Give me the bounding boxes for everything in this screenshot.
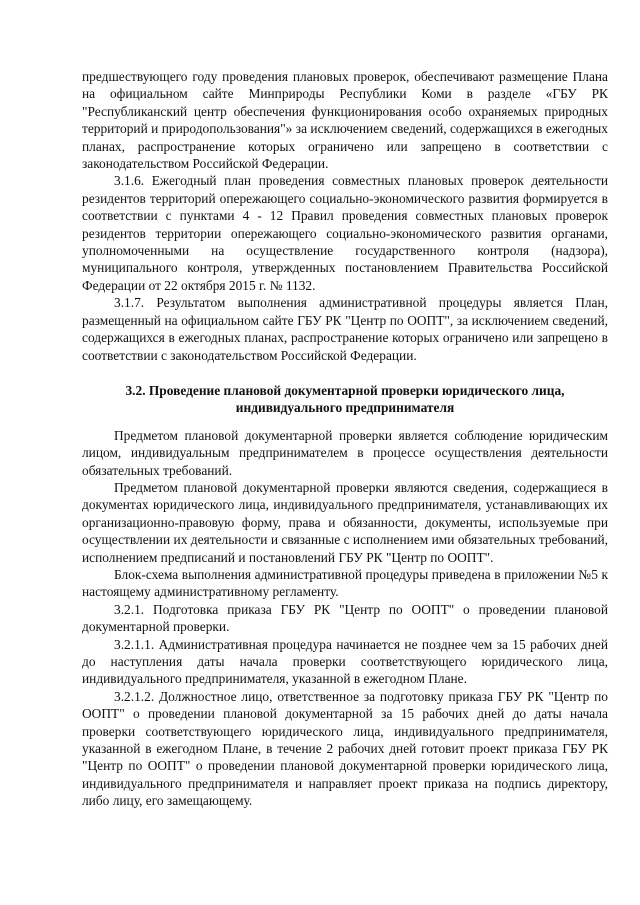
paragraph-subject-documents: Предметом плановой документарной проверки являются сведения, содержащиеся в документах юридического лица, индивидуального предпринимателя, устанавливающих их организационно-правовую форму, права и обязанности, документы, используемые при осуществлении их деятельности и связанные с исполнением ими обязательных требований, исполнением предписаний и постановлений ГБУ РК "Центр по ООПТ". [82,479,608,565]
paragraph-subject-compliance: Предметом плановой документарной проверки является соблюдение юридическим лицом, индивидуальным предпринимателем в процессе осуществления деятельности обязательных требований. [82,427,608,478]
paragraph-3-1-6: 3.1.6. Ежегодный план проведения совместных плановых проверок деятельности резидентов территорий опережающего социально-экономического развития формируется в соответствии с пунктами 4 - 12 Правил проведения совместных плановых проверок резидентов территории опережающего социально-экономического развития органами, уполномоченными на осуществление государственного контроля (надзора), муниципального контроля, утвержденных постановлением Правительства Российской Федерации от 22 октября 2015 г. № 1132. [82,173,608,293]
spacer [82,417,608,427]
paragraph-3-1-7: 3.1.7. Результатом выполнения административной процедуры является План, размещенный на официальном сайте ГБУ РК "Центр по ООПТ", за исключением сведений, содержащихся в ежегодных планах, распространение которых ограничено или запрещено в соответствии с законодательством Российской Федерации. [82,295,608,363]
section-heading-3-2 [82,382,608,417]
paragraph-3-2-1: 3.2.1. Подготовка приказа ГБУ РК "Центр по ООПТ" о проведении плановой документарной проверки. [82,601,608,635]
document-page [82,68,608,810]
paragraph-3-2-1-2: 3.2.1.2. Должностное лицо, ответственное за подготовку приказа ГБУ РК "Центр по ООПТ" о проведении плановой документарной за 15 рабочих дней до даты начала проверки соответствующего юридического лица, индивидуального предпринимателя, указанной в ежегодном Плане, в течение 2 рабочих дней готовит проект приказа ГБУ РК "Центр по ООПТ" о проведении плановой документарной проверки юридического лица, индивидуального предпринимателя и направляет проект приказа на подпись директору, либо лицу, его замещающему. [82,688,608,809]
spacer [82,364,608,374]
paragraph-3-2-1-1: 3.2.1.1. Административная процедура начинается не позднее чем за 15 рабочих дней до наступления даты начала проверки соответствующего юридического лица, индивидуального предпринимателя, указанной в ежегодном Плане. [82,636,608,687]
paragraph-continuation: предшествующего году проведения плановых проверок, обеспечивают размещение Плана на официальном сайте Минприроды Республики Коми в разделе «ГБУ РК "Республиканский центр обеспечения функционирования особо охраняемых природных территорий и природопользования"» за исключением сведений, содержащихся в ежегодных планах, распространение которых ограничено или запрещено в соответствии с законодательством Российской Федерации. [82,69,608,172]
section-heading-line-1: 3.2. Проведение плановой документарной проверки юридического лица, [125,382,565,398]
section-heading-line-2: индивидуального предпринимателя [235,400,455,416]
paragraph-flowchart-reference: Блок-схема выполнения административной процедуры приведена в приложении №5 к настоящему административному регламенту. [82,566,608,600]
